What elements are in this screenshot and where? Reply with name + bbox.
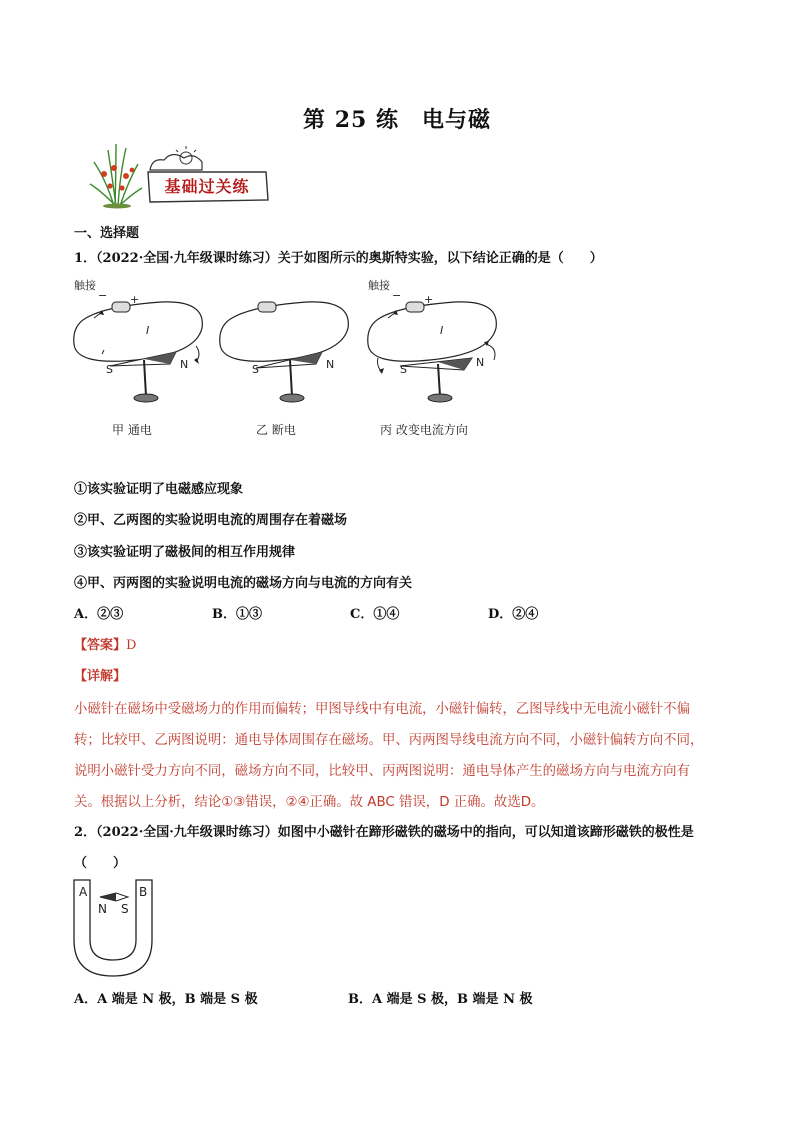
statement-3: ③该实验证明了磁极间的相互作用规律: [74, 545, 296, 560]
q2-option-b[interactable]: B．A 端是 S 极，B 端是 N 极: [348, 992, 533, 1007]
figure-jia-plus: +: [130, 293, 140, 306]
badge-label: 基础过关练: [164, 177, 250, 196]
analysis-line-1: 小磁针在磁场中受磁场力的作用而偏转；甲图导线中有电流，小磁针偏转，乙图导线中无电流小磁针不偏: [74, 702, 690, 717]
figure-bing-minus: −: [392, 289, 402, 302]
option-a[interactable]: A．②③: [74, 607, 124, 622]
analysis-line-3: 说明小磁针受力方向不同，磁场方向不同，比较甲、丙两图说明：通电导体产生的磁场方向与电流方向有: [74, 764, 690, 779]
answer-value: D: [126, 638, 137, 653]
magnet-end-a: A: [79, 885, 88, 899]
figure-bing-caption: 丙 改变电流方向: [380, 423, 468, 437]
figure-bing-current: I: [440, 324, 444, 337]
section-badge: [86, 140, 276, 210]
figure-yi-caption: 乙 断电: [256, 423, 296, 437]
question-2-stem-line-2: （ ）: [74, 856, 127, 871]
magnet-end-b: B: [139, 885, 148, 899]
question-2-stem-line-1: 2．（2022·全国·九年级课时练习）如图中小磁针在蹄形磁铁的磁场中的指向，可以知道该蹄形磁铁的极性是: [74, 825, 694, 840]
question-2-options: [74, 988, 734, 1008]
figure-jia-current: I: [146, 324, 150, 337]
figure-yi-diagram: [212, 288, 362, 408]
figure-jia-caption: 甲 通电: [112, 423, 152, 437]
answer-tag: 【答案】: [74, 638, 127, 653]
figure-jia-s: S: [106, 363, 113, 376]
statement-1: ①该实验证明了电磁感应现象: [74, 482, 244, 497]
figure-jia-n: N: [180, 358, 189, 371]
figure-bing-diagram: [360, 288, 510, 408]
figure-jia-diagram: [66, 288, 216, 408]
option-c[interactable]: C．①④: [350, 607, 400, 622]
figure-bing-touch-label: 触接: [368, 279, 390, 292]
figure-bing-n: N: [476, 356, 485, 369]
needle-n: N: [98, 902, 107, 916]
option-b[interactable]: B．①③: [212, 607, 262, 622]
figure-jia-minus: −: [98, 289, 108, 302]
page-title: 第 25 练 电与磁: [303, 107, 491, 133]
analysis-line-4: 关。根据以上分析，结论①③错误，②④正确。故 ABC 错误，D 正确。故选D。: [74, 795, 545, 810]
figure-yi-s: S: [252, 363, 259, 376]
q2-option-a[interactable]: A．A 端是 N 极，B 端是 S 极: [74, 992, 258, 1007]
horseshoe-magnet-figure: [72, 878, 162, 978]
analysis-text: [74, 694, 734, 818]
analysis-line-2: 转；比较甲、乙两图说明：通电导体周围存在磁场。甲、丙两图导线电流方向不同，小磁针偏转方向不同，: [74, 733, 704, 748]
figure-bing-s: S: [400, 363, 407, 376]
question-1-options: [74, 603, 674, 623]
option-d[interactable]: D．②④: [488, 607, 539, 622]
analysis-tag: 【详解】: [74, 669, 127, 684]
section-heading: 一、选择题: [74, 226, 140, 241]
oersted-figure: [66, 272, 516, 442]
statement-4: ④甲、丙两图的实验说明电流的磁场方向与电流的方向有关: [74, 576, 413, 591]
figure-yi-n: N: [326, 358, 335, 371]
figure-bing-plus: +: [424, 293, 434, 306]
statement-2: ②甲、乙两图的实验说明电流的周围存在着磁场: [74, 513, 348, 528]
figure-jia-touch-label: 触接: [74, 279, 96, 292]
question-1-stem: 1．（2022·全国·九年级课时练习）关于如图所示的奥斯特实验，以下结论正确的是（ ）: [74, 251, 603, 266]
needle-s: S: [121, 902, 129, 916]
answer-line: [74, 634, 136, 653]
